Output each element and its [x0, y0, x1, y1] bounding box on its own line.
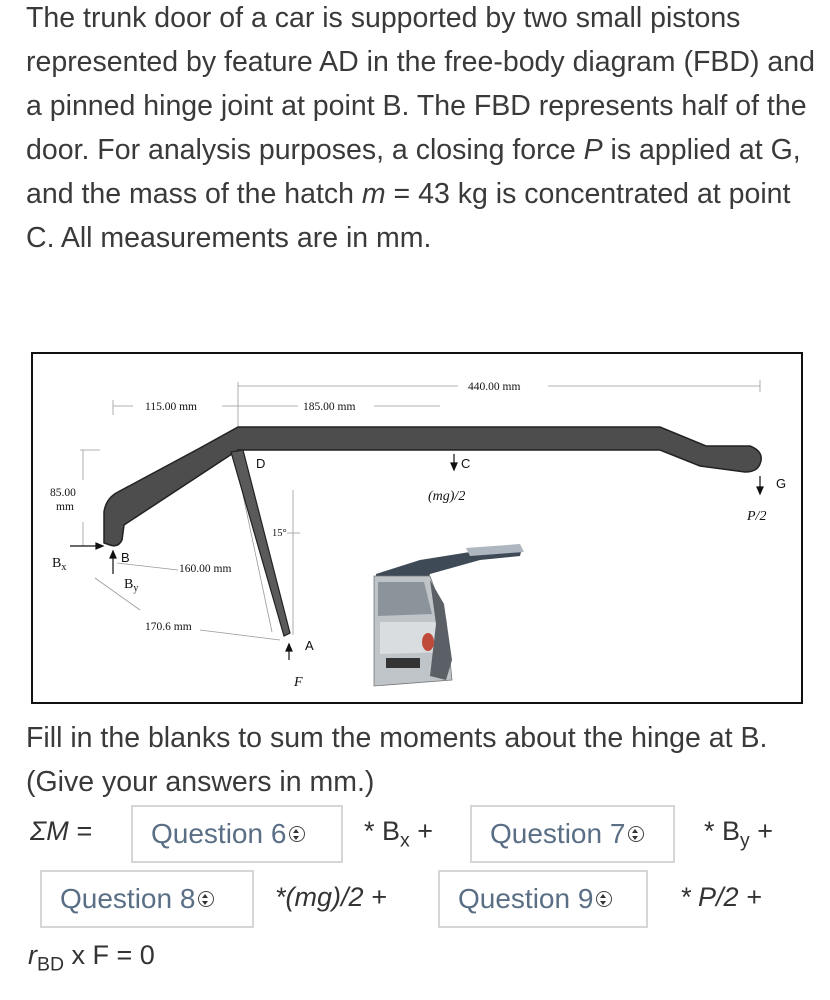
p-half-label: P/2	[747, 509, 767, 524]
mg-term: *(mg)/2 +	[275, 882, 387, 912]
dim-185-label: 185.00 mm	[303, 401, 356, 413]
f-arrow-head	[286, 644, 292, 651]
by-label: B	[124, 577, 134, 592]
by-arrow-head	[110, 551, 116, 558]
force-f-label: F	[294, 675, 303, 690]
by-term: * $B_y$ +	[704, 816, 774, 852]
dim-170-label: 170.6 mm	[145, 621, 192, 633]
question-9-placeholder: Question 9	[458, 883, 594, 914]
question-7-placeholder: Question 7	[490, 818, 626, 849]
mg-label: (mg)/2	[428, 489, 466, 504]
bx-arrow-head	[96, 543, 103, 549]
question-9-select[interactable]	[438, 870, 648, 928]
point-c-label: C	[461, 456, 471, 471]
dim-440-label: 440.00 mm	[468, 381, 521, 393]
bx-subscript: x	[61, 562, 67, 573]
question-8-placeholder: Question 8	[60, 883, 196, 914]
question-8-select[interactable]	[40, 870, 254, 928]
trunk-door-shape	[104, 427, 761, 546]
spinner-icon	[596, 891, 612, 907]
dim-160-label: 160.00 mm	[179, 563, 232, 575]
question-prompt: Fill in the blanks to sum the moments about the hinge at B. (Give your answers in mm.)	[26, 722, 768, 798]
rbd-term: $r_{BD}$ x F = 0	[28, 940, 155, 976]
point-b-label: B	[121, 550, 130, 565]
spinner-icon	[289, 826, 305, 842]
bx-term: * $B_x$ +	[364, 816, 434, 852]
spinner-icon	[628, 826, 644, 842]
free-body-diagram	[31, 352, 803, 704]
mg-arrow-head	[451, 463, 457, 470]
fbd-drawing	[33, 354, 805, 706]
by-subscript: y	[133, 583, 139, 594]
question-6-placeholder: Question 6	[151, 818, 287, 849]
point-d-label: D	[256, 456, 266, 471]
p-term: * P/2 +	[680, 882, 762, 912]
bx-label: B	[52, 556, 62, 571]
dim-85-unit: mm	[56, 501, 74, 513]
dim-115-label: 115.00 mm	[145, 401, 197, 413]
point-g-label: G	[776, 476, 787, 491]
p-arrow-head	[757, 487, 763, 494]
dim-85-label: 85.00	[50, 487, 76, 499]
problem-statement: The trunk door of a car is supported by two small pistons represented by feature AD in the free-body diagram (FBD) and a pinned hinge joint at point B. The FBD represents half of the door. For analysis purposes, a closing force P is applied at G, and the mass of the hatch m = 43 kg is concentrated at point C. All measurements are in mm.	[26, 2, 815, 254]
svg-text:Bx	[52, 556, 66, 573]
question-6-select[interactable]	[131, 805, 343, 863]
angle-15-label: 15°	[272, 528, 287, 539]
car-photo	[374, 544, 524, 686]
question-7-select[interactable]	[470, 805, 675, 863]
point-a-label: A	[305, 638, 314, 653]
spinner-icon	[198, 891, 214, 907]
svg-text:By	[124, 577, 138, 594]
sum-moments-label: ΣM =	[30, 816, 92, 846]
piston-ad	[231, 450, 290, 636]
